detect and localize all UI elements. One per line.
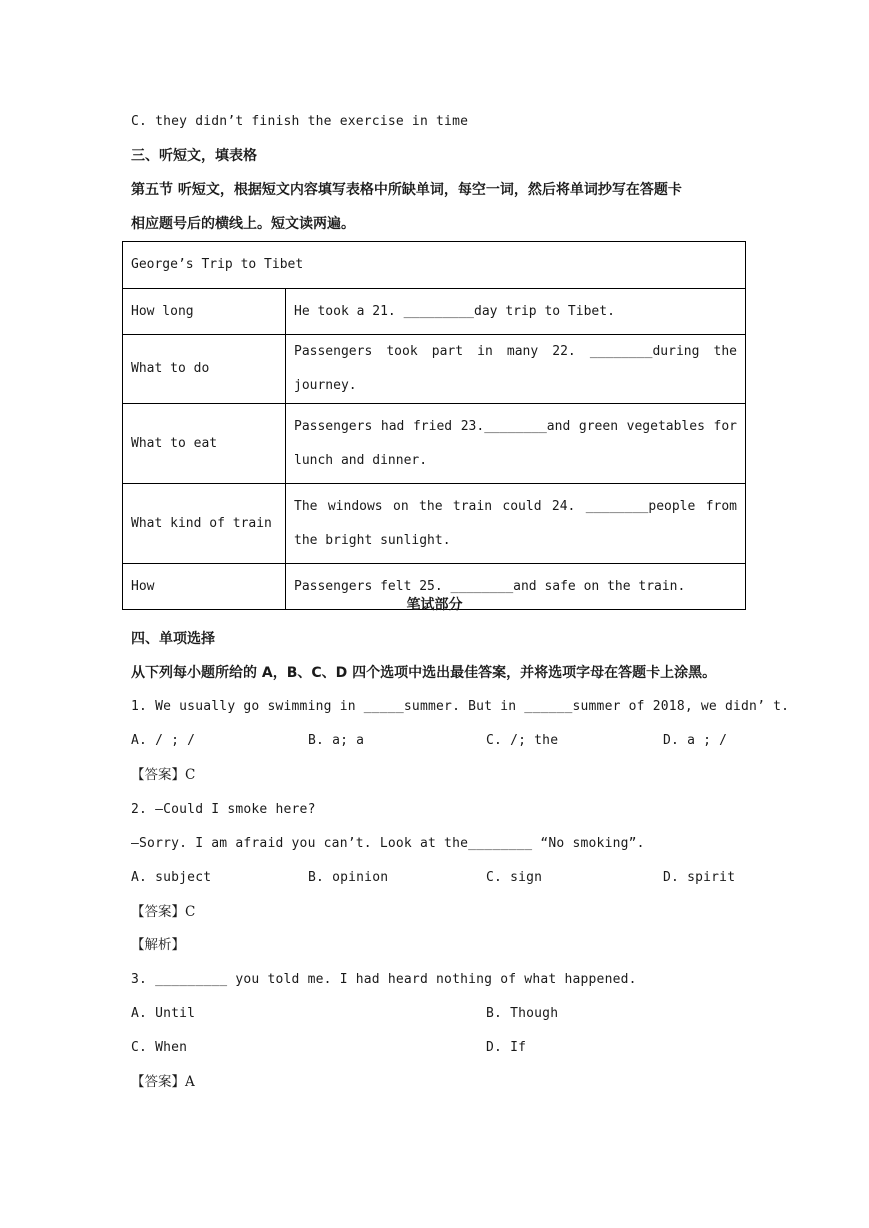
trip-table <box>122 241 746 610</box>
q3-option-c: C. When <box>131 1040 188 1055</box>
section3-heading: 三、听短文，填表格 <box>131 148 257 164</box>
q1-option-a: A. / ; / <box>131 733 196 748</box>
q1-option-b: B. a; a <box>308 733 365 748</box>
q2-analysis: 【解析】 <box>131 937 185 953</box>
q1-option-d: D. a ; / <box>663 733 728 748</box>
section3-instruction-line1: 第五节 听短文，根据短文内容填写表格中所缺单词，每空一词，然后将单词抄写在答题卡 <box>131 182 682 198</box>
q1-stem: 1. We usually go swimming in _____summer. But in ______summer of 2018, we didn’ t. <box>131 699 790 714</box>
q2-option-b: B. opinion <box>308 870 389 885</box>
section3-instruction-line2: 相应题号后的横线上。短文读两遍。 <box>131 216 355 232</box>
q2-answer: 【答案】C <box>131 904 196 920</box>
row-content: He took a 21. _________day trip to Tibet. <box>286 289 746 335</box>
section4-heading: 四、单项选择 <box>131 631 215 647</box>
section4-instruction: 从下列每小题所给的 A，B、C、D 四个选项中选出最佳答案，并将选项字母在答题卡上涂黑。 <box>131 665 717 681</box>
q3-option-b: B. Though <box>486 1006 559 1021</box>
row-content: Passengers took part in many 22. ________during the journey. <box>286 335 746 404</box>
table-row <box>123 404 746 484</box>
row-label: How <box>123 564 286 610</box>
q3-stem: 3. _________ you told me. I had heard nothing of what happened. <box>131 972 637 987</box>
row-content: Passengers had fried 23.________and green vegetables for lunch and dinner. <box>286 404 746 484</box>
q2-option-a: A. subject <box>131 870 212 885</box>
q1-option-c: C. /; the <box>486 733 559 748</box>
table-row <box>123 289 746 335</box>
q2-stem-line2: —Sorry. I am afraid you can’t. Look at the________ “No smoking”. <box>131 836 645 851</box>
row-label: What to do <box>123 335 286 404</box>
written-part-heading: 笔试部分 <box>406 597 463 613</box>
row-content: The windows on the train could 24. ________people from the bright sunlight. <box>286 484 746 564</box>
q3-answer: 【答案】A <box>131 1074 195 1090</box>
row-content: Passengers felt 25. ________and safe on the train. <box>286 564 746 610</box>
table-row <box>123 484 746 564</box>
q1-answer: 【答案】C <box>131 767 196 783</box>
table-title: George’s Trip to Tibet <box>123 242 746 289</box>
q2-stem-line1: 2. —Could I smoke here? <box>131 802 316 817</box>
q3-option-a: A. Until <box>131 1006 196 1021</box>
row-label: What kind of train <box>123 484 286 564</box>
q2-option-c: C. sign <box>486 870 543 885</box>
row-label: What to eat <box>123 404 286 484</box>
table-row <box>123 335 746 404</box>
row-label: How long <box>123 289 286 335</box>
previous-option-c: C. they didn’t finish the exercise in time <box>131 114 469 129</box>
q2-option-d: D. spirit <box>663 870 736 885</box>
q3-option-d: D. If <box>486 1040 527 1055</box>
